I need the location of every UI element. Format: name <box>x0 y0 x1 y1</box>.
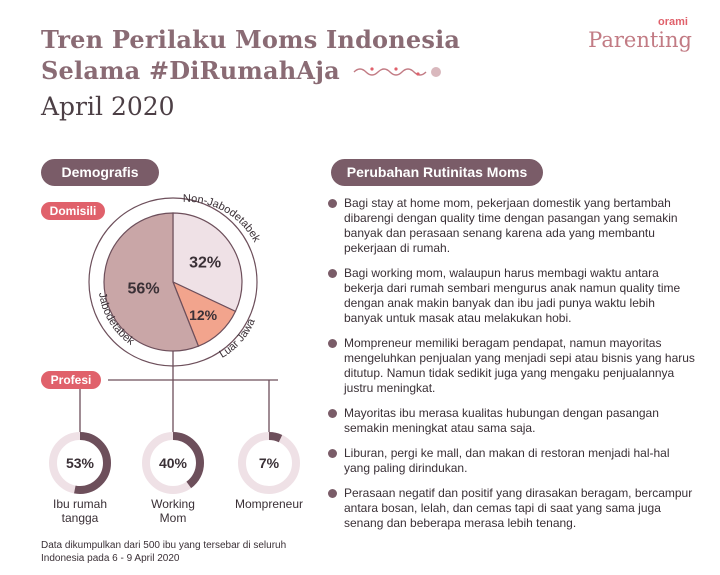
donut-category-label: Working <box>151 497 195 511</box>
list-item: Bagi working mom, walaupun harus membagi waktu antara bekerja dari rumah sembari mengurus anak namun quality time dengan anak makin banyak dan ibu jadi punya waktu lebih banyak untuk masak atau melakukan hobi. <box>326 266 696 326</box>
pie-value-label-luar-jawa: 12% <box>189 307 218 324</box>
donut-value-label: 40% <box>158 455 188 471</box>
pill-domisili: Domisili <box>41 202 105 220</box>
list-item: Mompreneur memiliki beragam pendapat, namun mayoritas mengeluhkan penjualan yang menjadi sepi atau bisnis yang harus ditutup. Namun tidak sedikit juga yang mengaku penjualannya justru meningkat. <box>326 336 696 396</box>
donut-value-label: 53% <box>65 455 95 471</box>
list-item: Bagi stay at home mom, pekerjaan domestik yang bertambah dibarengi dengan quality time dengan pasangan yang semakin banyak dan perasaan senang karena ada yang membantu pekerjaan di rumah. <box>326 196 696 256</box>
title-line-2: Selama #DiRumahAja <box>41 56 340 85</box>
list-item: Perasaan negatif dan positif yang dirasakan beragam, bercampur antara bosan, lelah, dan cemas tapi di saat yang sama juga senang dan beberapa merasa lebih tenang. <box>326 486 696 531</box>
donut-value-label: 7% <box>258 455 280 471</box>
pie-outer-label-non-jabodetabek: Non-Jabodetabek <box>182 192 263 245</box>
section-label-demografis: Demografis <box>41 159 159 186</box>
section-label-rutinitas: Perubahan Rutinitas Moms <box>331 159 543 186</box>
decorative-squiggle-icon <box>352 62 444 80</box>
footnote: Data dikumpulkan dari 500 ibu yang tersebar di seluruh Indonesia pada 6 - 9 April 2020 <box>41 540 287 564</box>
connector-lines <box>80 351 278 435</box>
pie-value-label-jabodetabek: 56% <box>127 280 160 298</box>
donut-category-label: Ibu rumah <box>52 497 108 511</box>
orami-parenting-logo <box>582 16 692 52</box>
donut-category-label-line2: Mom <box>159 511 187 525</box>
donut-category-label-line2: tangga <box>61 511 99 525</box>
logo-big-text: Parenting <box>588 28 692 52</box>
logo-small-text: orami <box>658 16 688 28</box>
profesi-donuts <box>53 436 303 525</box>
pill-profesi: Profesi <box>41 371 101 389</box>
pie-outer-label-luar-jawa: Luar Jawa <box>217 316 258 361</box>
list-item: Mayoritas ibu merasa kualitas hubungan dengan pasangan semakin meningkat atau sama saja. <box>326 406 696 436</box>
pie-value-label-non-jabodetabek: 32% <box>189 254 222 272</box>
title-line-1: Tren Perilaku Moms Indonesia <box>41 25 461 54</box>
donut-category-label: Mompreneur <box>234 497 304 511</box>
pie-outer-label-jabodetabek: Jabodetabek <box>95 291 137 348</box>
rutinitas-list <box>326 196 696 531</box>
page-subtitle: April 2020 <box>41 92 175 121</box>
demografis-charts <box>0 180 320 540</box>
page-title <box>41 24 460 86</box>
list-item: Liburan, pergi ke mall, dan makan di restoran menjadi hal-hal yang paling dirindukan. <box>326 446 696 476</box>
